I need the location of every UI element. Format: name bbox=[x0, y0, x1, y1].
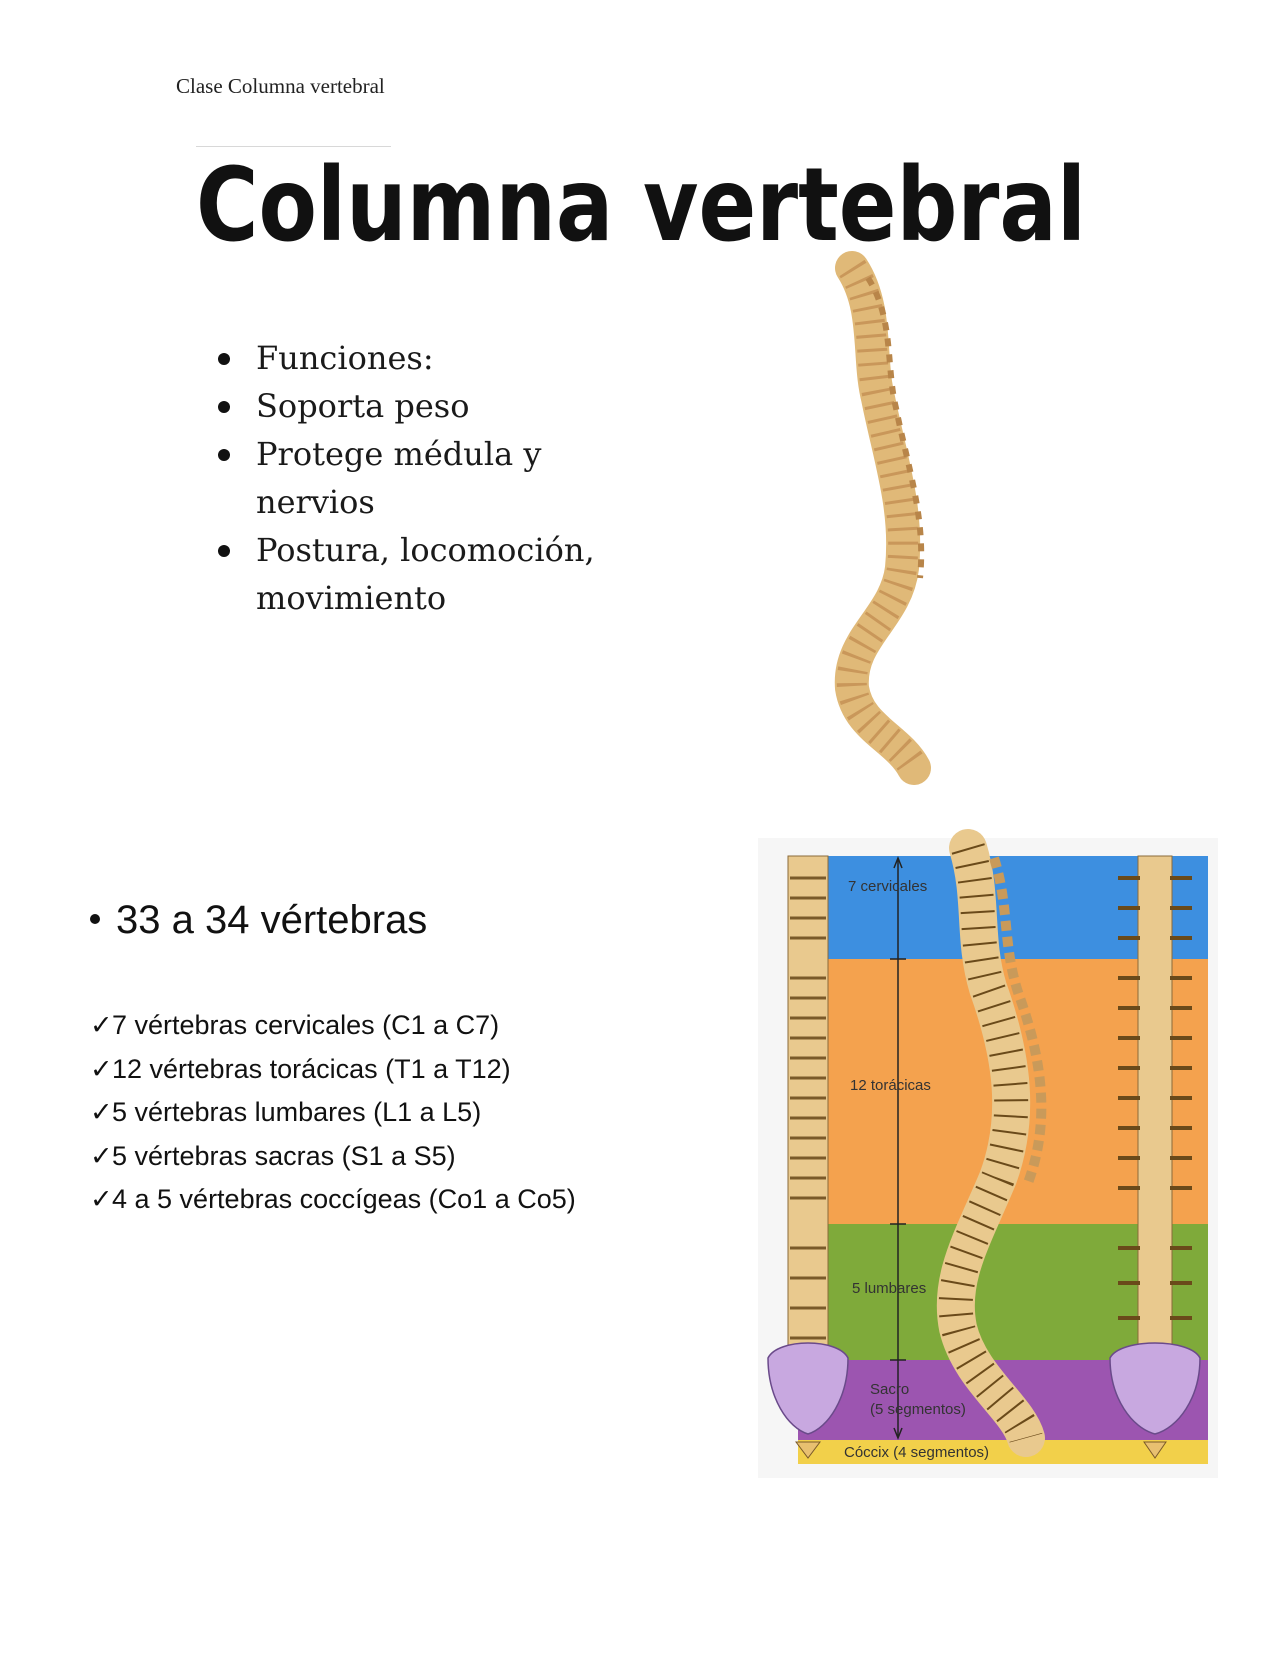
function-label: Funciones: bbox=[256, 339, 434, 377]
label-cervical: 7 cervicales bbox=[848, 878, 928, 895]
functions-list bbox=[212, 334, 652, 622]
list-item bbox=[212, 526, 652, 622]
list-item bbox=[212, 334, 652, 382]
label-thoracic: 12 torácicas bbox=[850, 1077, 931, 1094]
page-title-text: Columna vertebral bbox=[196, 146, 1086, 265]
check-icon: ✓ bbox=[90, 1010, 113, 1040]
region-label: 5 vértebras sacras (S1 a S5) bbox=[112, 1140, 456, 1171]
regions-list bbox=[90, 1004, 576, 1222]
vertebrae-count-text: 33 a 34 vértebras bbox=[116, 898, 428, 942]
label-coccyx: Cóccix (4 segmentos) bbox=[844, 1444, 990, 1461]
region-label: 7 vértebras cervicales (C1 a C7) bbox=[112, 1010, 500, 1040]
bullet-dot bbox=[218, 353, 230, 365]
label-sacrum: Sacro bbox=[870, 1381, 910, 1398]
check-icon: ✓ bbox=[90, 1184, 113, 1214]
label-lumbar: 5 lumbares bbox=[852, 1280, 927, 1297]
region-label: 12 vértebras torácicas (T1 a T12) bbox=[112, 1053, 511, 1084]
list-item bbox=[90, 1048, 576, 1092]
label-sacrum-segments: (5 segmentos) bbox=[870, 1401, 966, 1418]
region-label: 5 vértebras lumbares (L1 a L5) bbox=[112, 1097, 482, 1127]
check-icon: ✓ bbox=[90, 1140, 113, 1171]
spine-side-illustration bbox=[838, 268, 958, 778]
page-title bbox=[196, 146, 1096, 265]
function-label: Soporta peso bbox=[256, 387, 470, 425]
list-item bbox=[90, 1091, 576, 1135]
check-icon: ✓ bbox=[90, 1053, 113, 1084]
list-item bbox=[90, 1135, 576, 1179]
bullet-dot bbox=[90, 914, 100, 924]
function-label: Protege médula y nervios bbox=[256, 435, 542, 521]
bullet-dot bbox=[218, 401, 230, 413]
region-label: 4 a 5 vértebras coccígeas (Co1 a Co5) bbox=[112, 1184, 576, 1214]
header-note: Clase Columna vertebral bbox=[176, 74, 385, 98]
list-item bbox=[212, 382, 652, 430]
function-label: Postura, locomoción, movimiento bbox=[256, 531, 595, 617]
vertebrae-count bbox=[90, 898, 427, 943]
check-icon: ✓ bbox=[90, 1097, 113, 1127]
bullet-dot bbox=[218, 449, 230, 461]
list-item bbox=[90, 1178, 576, 1222]
list-item bbox=[90, 1004, 576, 1048]
bullet-dot bbox=[218, 545, 230, 557]
spine-regions-diagram bbox=[758, 838, 1218, 1478]
list-item bbox=[212, 430, 652, 526]
